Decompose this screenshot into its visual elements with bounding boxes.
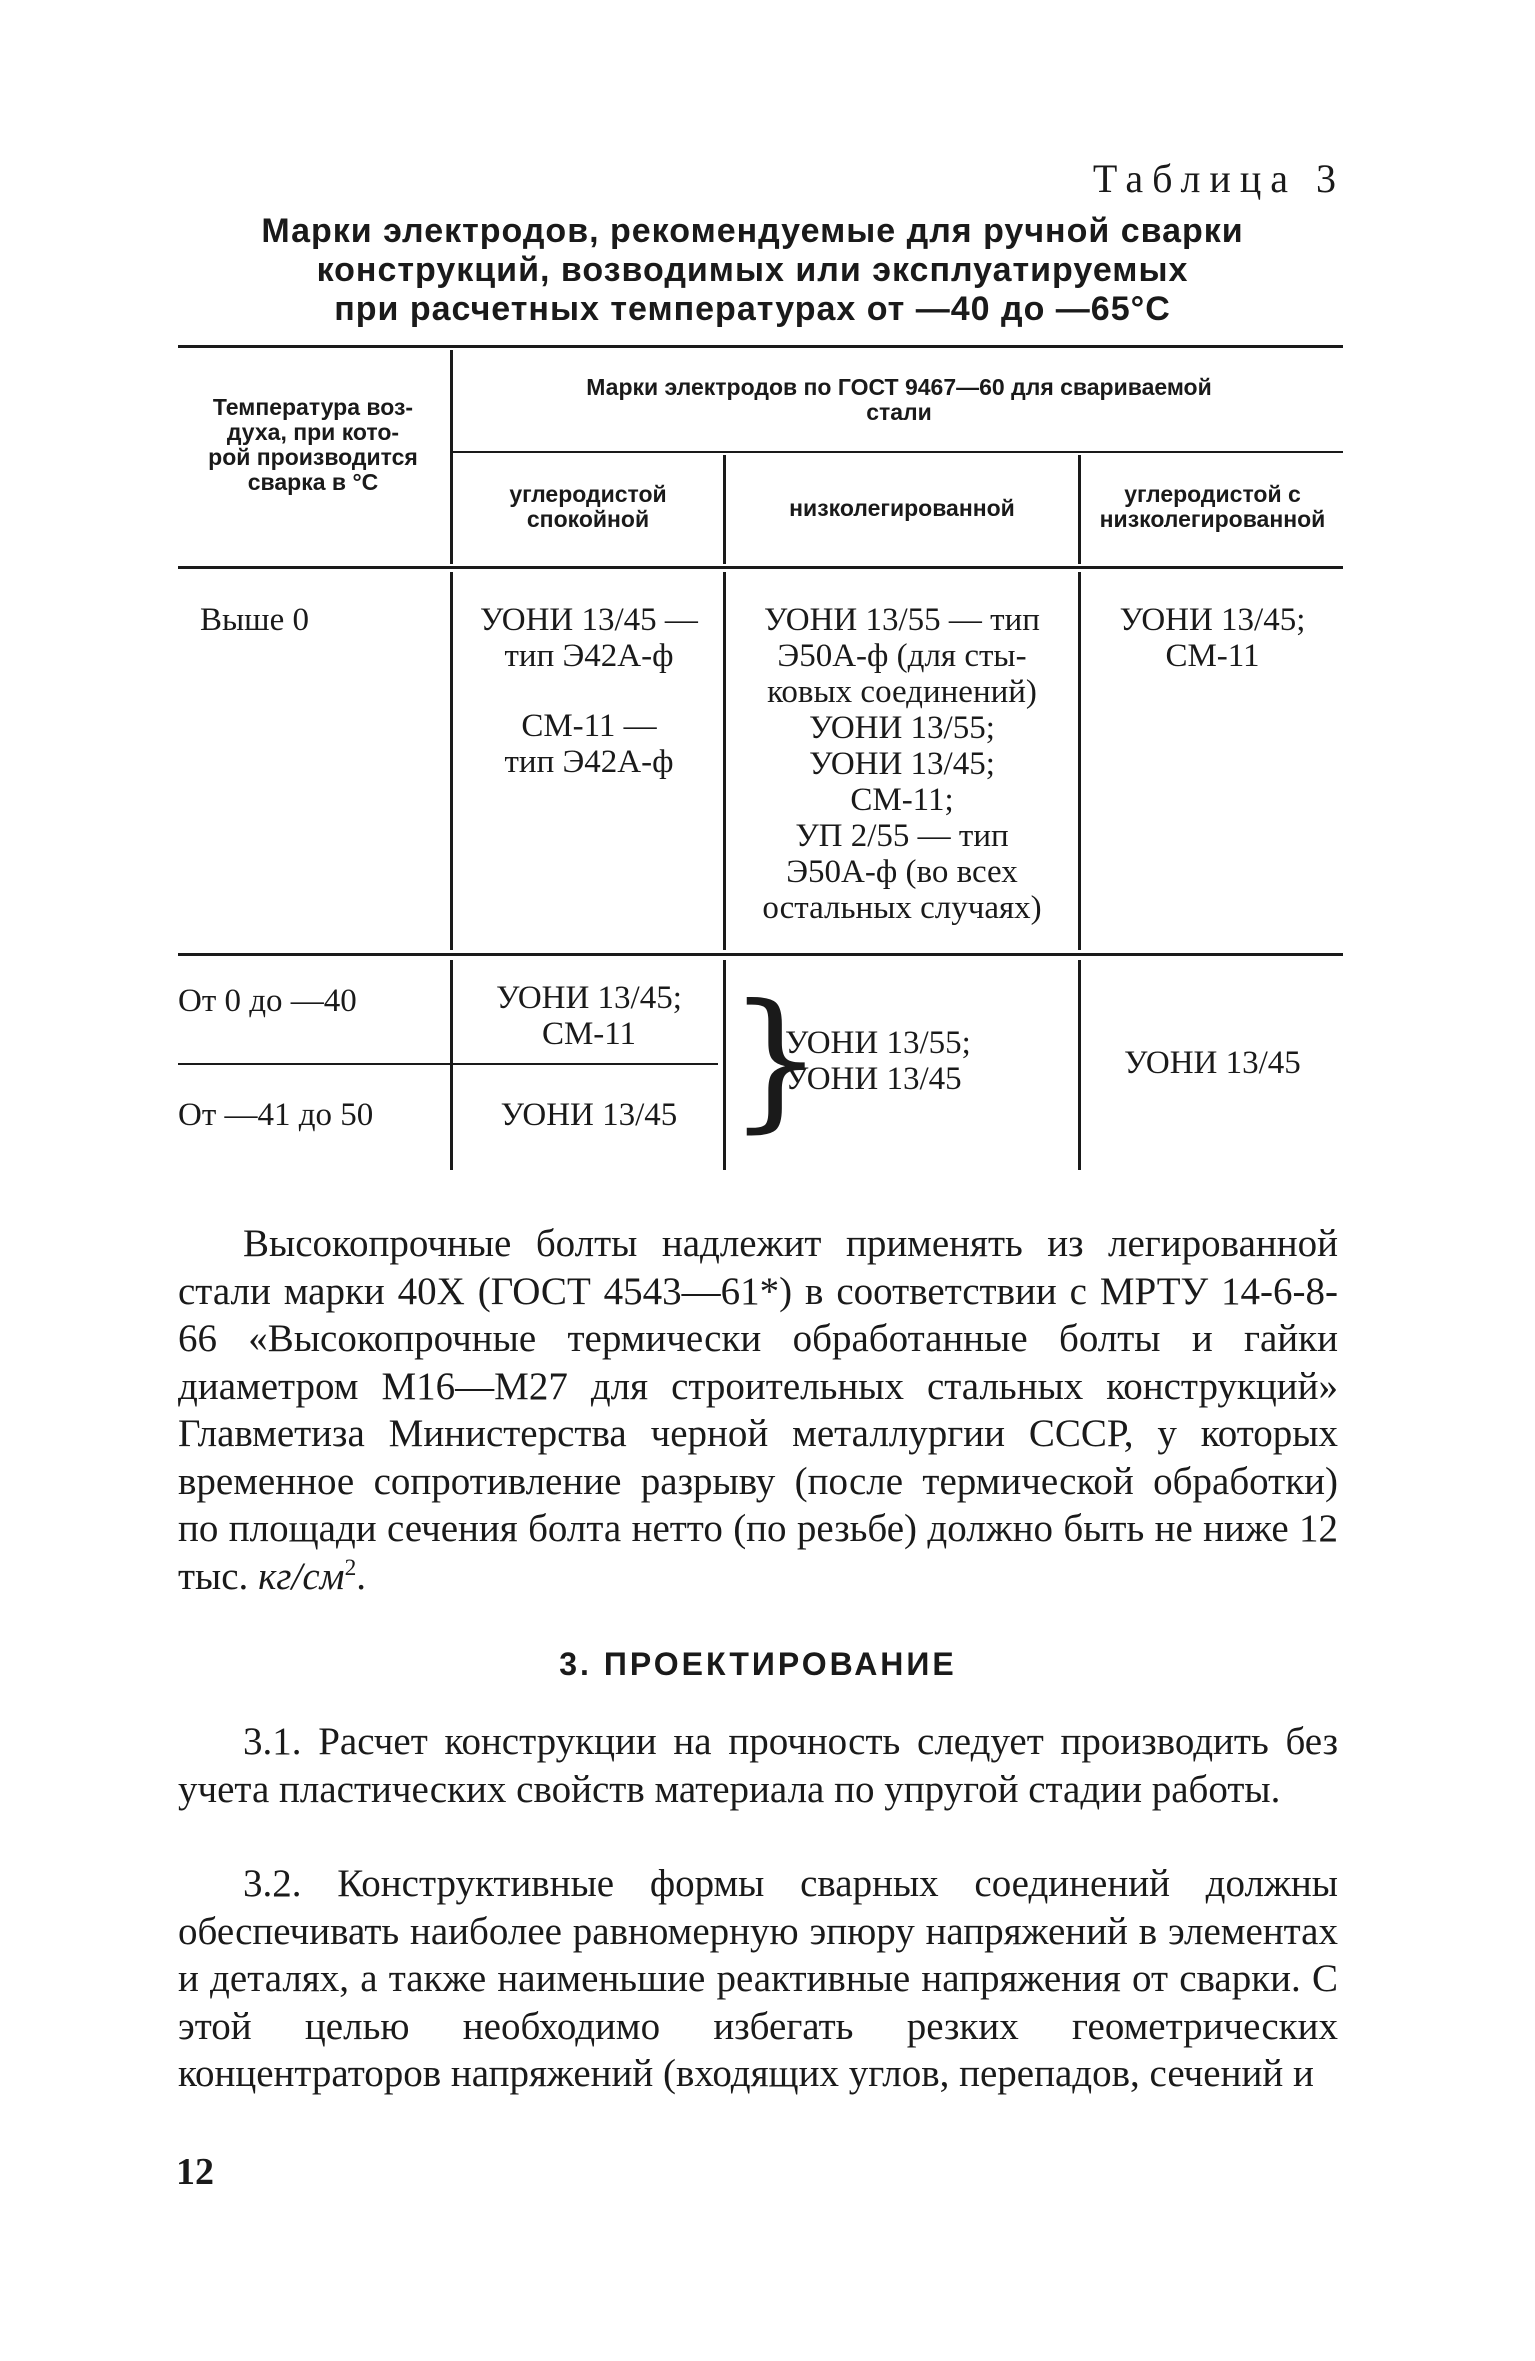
paragraph-bolts: Высокопрочные болты надлежит применять из легированной стали марки 40Х (ГОСТ 4543—61*) в соответствии с МРТУ 14-6-8-66 «Высокопрочные термически обработанные болты и гайки диаметром М16—М27 для строительных стальных конструкций» Главметиза Министерства черной металлургии СССР, у которых временное сопротивление разрыву (после термической обработки) по площади сечения болта нетто (по резьбе) должно быть не ниже 12 тыс. $кг/см^2$. [178, 1222, 1338, 1598]
header-electrode-group: Марки электродов по ГОСТ 9467—60 для свариваемой стали [586, 374, 1212, 425]
caption-line: конструкций, возводимых или эксплуатируемых [316, 251, 1189, 289]
cell-temp-above-zero: Выше 0 [200, 602, 309, 638]
column-divider [723, 455, 726, 564]
caption-line: при расчетных температурах от —40 до —65°С [334, 290, 1171, 328]
column-divider [1078, 960, 1081, 1170]
page-number: 12 [176, 2151, 214, 2193]
cell-row2-carbon: УОНИ 13/45; СМ-11 [496, 980, 682, 1052]
cell-temp-41-to-50: От —41 до 50 [178, 1097, 374, 1133]
cell-temp-0-to-40: От 0 до —40 [178, 983, 357, 1019]
header-carbon-steel: углеродистой спокойной [509, 481, 667, 532]
row-rule-partial [178, 1063, 718, 1065]
table-label: Таблица 3 [1092, 156, 1345, 201]
cell-row3-carbon: УОНИ 13/45 [500, 1097, 678, 1133]
brace-icon: } [728, 973, 824, 1147]
table-top-rule [178, 345, 1343, 348]
row-rule [178, 953, 1343, 956]
cell-row1-low-alloy: УОНИ 13/55 — тип Э50А-ф (для сты- ковых соединений) УОНИ 13/55; УОНИ 13/45; СМ-11; УП 2/55 — тип Э50А-ф (во всех остальных случаях) [762, 602, 1042, 926]
cell-row1-carbon: УОНИ 13/45 — тип Э42А-ф СМ-11 — тип Э42А-ф [480, 602, 698, 780]
paragraph-3-1: 3.1. Расчет конструкции на прочность следует производить без учета пластических свойств материала по упругой стадии работы. [178, 1720, 1338, 1811]
column-divider [450, 572, 453, 950]
column-divider [450, 350, 453, 564]
column-divider [723, 572, 726, 950]
column-divider [1078, 455, 1081, 564]
header-group-rule [453, 451, 1343, 453]
column-divider [723, 960, 726, 1170]
header-temperature: Температура воз- духа, при кото- рой производится сварка в °С [208, 394, 418, 495]
column-divider [1078, 572, 1081, 950]
header-low-alloy: низколегированной [789, 495, 1015, 521]
cell-row1-carbon-low-alloy: УОНИ 13/45; СМ-11 [1119, 602, 1306, 674]
header-bottom-rule [178, 566, 1343, 569]
unit-kg-per-cm: кг/см [258, 1554, 345, 1598]
column-divider [450, 960, 453, 1170]
section-title: 3. ПРОЕКТИРОВАНИЕ [559, 1646, 957, 1682]
header-carbon-low-alloy: углеродистой с низколегированной [1099, 481, 1326, 532]
table-caption [240, 212, 1265, 329]
cell-merged-carbon-low-alloy: УОНИ 13/45 [1124, 1045, 1301, 1081]
paragraph-3-2: 3.2. Конструктивные формы сварных соединений должны обеспечивать наиболее равномерную эпюру напряжений в элементах и деталях, а также наименьшие реактивные напряжения от сварки. С этой целью необходимо избегать резких геометрических концентраторов напряжений (входящих углов, перепадов, сечений и [178, 1862, 1338, 2095]
cell-merged-low-alloy: УОНИ 13/55; УОНИ 13/45 [785, 1025, 971, 1097]
caption-line: Марки электродов, рекомендуемые для ручной сварки [261, 212, 1244, 250]
